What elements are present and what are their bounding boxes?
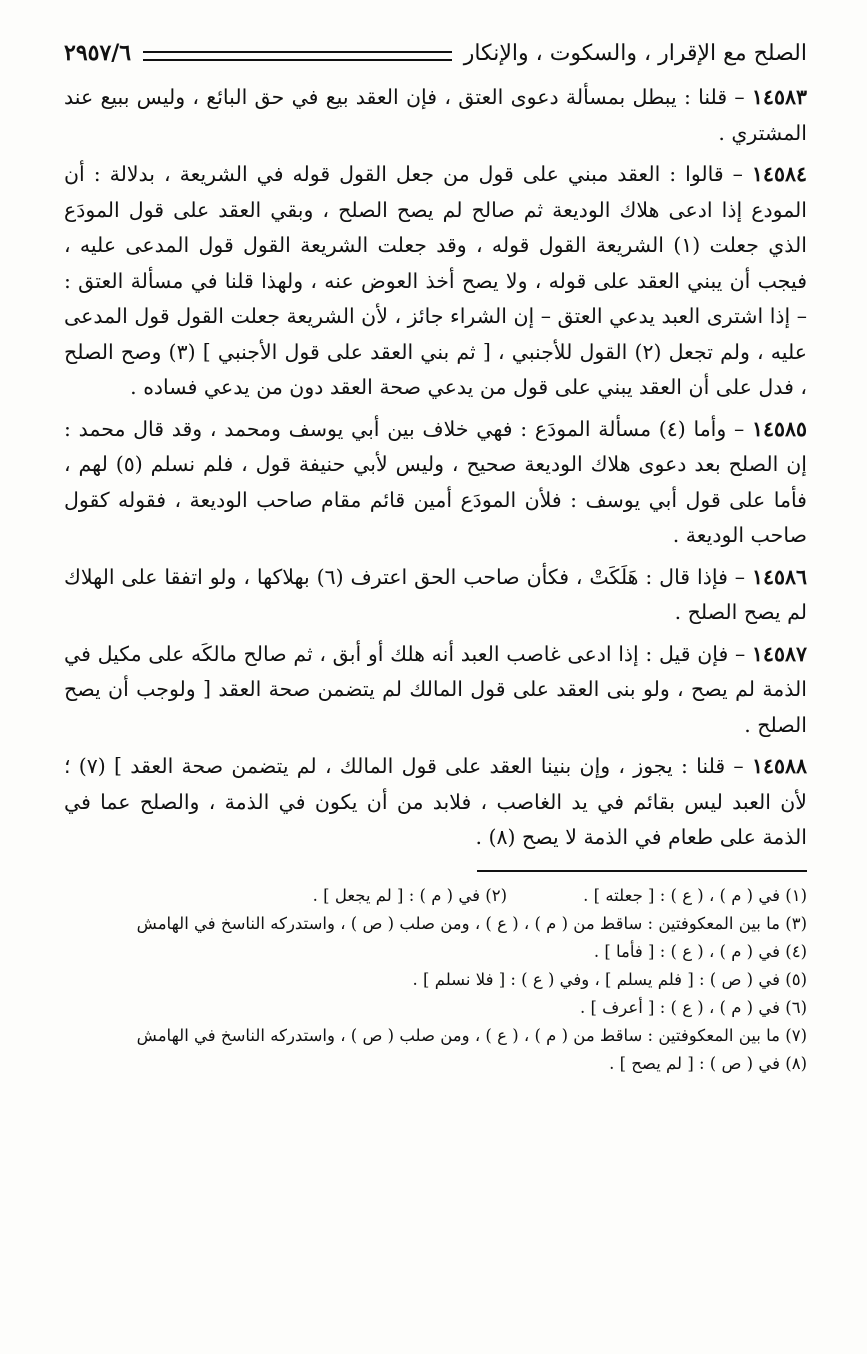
paragraph-number: ١٤٥٨٧ [751, 641, 807, 666]
paragraph-text: – فإن قيل : إذا ادعى غاصب العبد أنه هلك أو أبق ، ثم صالح مالكَه على مكيل في الذمة لم يصح ، ولو بنى العقد على قول المالك لم يتضمن صحة العقد [ ولوجب أن يصح الصلح . [64, 641, 807, 737]
paragraph-number: ١٤٥٨٥ [751, 416, 807, 441]
footnote-row [64, 1022, 807, 1050]
footnote: (٦) في ( م ) ، ( ع ) : [ أعرف ] . [579, 997, 807, 1017]
paragraph-text: – قالوا : العقد مبني على قول من جعل القول قوله في الشريعة ، بدلالة : أن المودع إذا ادعى هلاك الوديعة ثم صالح لم يصح الصلح ، وبقي العقد على قول المودَع الذي جعلت (١) الشريعة القول قوله ، وقد جعلت الشريعة القول قول المدعى عليه ، فيجب أن يبني العقد على قوله ، ولا يصح أخذ العوض عنه ، ولهذا قلنا في مسألة العتق : – إذا اشترى العبد يدعي العتق – إن الشراء جائز ، لأن الشريعة جعلت القول قول المدعى عليه ، ولم تجعل (٢) القول للأجنبي ، [ ثم بني العقد على قول الأجنبي ] (٣) وصح الصلح ، فدل على أن العقد يبني على قول من يدعي صحة العقد دون من يدعي فساده . [64, 162, 807, 399]
header-rule [143, 51, 452, 61]
page-number: ٢٩٥٧/٦ [64, 40, 132, 66]
paragraph-text: – قلنا : يبطل بمسألة دعوى العتق ، فإن العقد بيع في حق البائع ، وليس ببيع عند المشتري . [64, 85, 807, 145]
paragraph-number: ١٤٥٨٦ [751, 564, 807, 589]
paragraph-text: – وأما (٤) مسألة المودَع : فهي خلاف بين أبي يوسف ومحمد ، وقد قال محمد : إن الصلح بعد دعوى هلاك الوديعة صحيح ، وليس لأبي حنيفة قول ، فلم نسلم (٥) لهم ، فأما على قول أبي يوسف : فلأن المودَع أمين قائم مقام صاحب الوديعة ، فقوله كقول صاحب الوديعة . [64, 416, 807, 547]
paragraph-number: ١٤٥٨٣ [751, 85, 807, 109]
paragraph-number: ١٤٥٨٨ [751, 754, 807, 778]
footnote: (٥) في ( ص ) : [ فلم يسلم ] ، وفي ( ع ) : [ فلا نسلم ] . [412, 969, 807, 989]
footnote-row [64, 1050, 807, 1078]
footnote: (٢) في ( م ) : [ لم يجعل ] . [312, 885, 507, 905]
paragraph [64, 412, 807, 554]
paragraph-text: – قلنا : يجوز ، وإن بنينا العقد على قول المالك ، لم يتضمن صحة العقد ] (٧) ؛ لأن العبد ليس بقائم في يد الغاصب ، فلابد من أن يكون في الذمة ، والصلح عما في الذمة على طعام في الذمة لا يصح (٨) . [64, 754, 807, 849]
footnotes [64, 882, 807, 1078]
running-title: الصلح مع الإقرار ، والسكوت ، والإنكار [463, 40, 807, 66]
footnote-separator [477, 870, 807, 872]
paragraph-number: ١٤٥٨٤ [751, 162, 807, 186]
paragraph [64, 80, 807, 151]
footnote: (٧) ما بين المعكوفتين : ساقط من ( م ) ، ( ع ) ، ومن صلب ( ص ) ، واستدركه الناسخ في الهامش [136, 1025, 807, 1045]
footnote-row [64, 938, 807, 966]
footnote-row [64, 882, 807, 910]
footnote: (١) في ( م ) ، ( ع ) : [ جعلته ] . [583, 885, 807, 905]
paragraph [64, 560, 807, 631]
paragraph-text: – فإذا قال : هَلَكَتْ ، فكأن صاحب الحق اعترف (٦) بهلاكها ، ولو اتفقا على الهلاك لم يصح الصلح . [64, 564, 807, 624]
paragraph [64, 637, 807, 744]
footnote-row [64, 966, 807, 994]
footnote: (٤) في ( م ) ، ( ع ) : [ فأما ] . [593, 941, 807, 961]
footnote-row [64, 910, 807, 938]
page-header [64, 30, 807, 76]
footnote: (٨) في ( ص ) : [ لم يصح ] . [609, 1053, 807, 1073]
paragraph [64, 157, 807, 406]
footnote-row [64, 994, 807, 1022]
paragraph [64, 749, 807, 856]
footnote: (٣) ما بين المعكوفتين : ساقط من ( م ) ، ( ع ) ، ومن صلب ( ص ) ، واستدركه الناسخ في الهامش [136, 913, 807, 933]
